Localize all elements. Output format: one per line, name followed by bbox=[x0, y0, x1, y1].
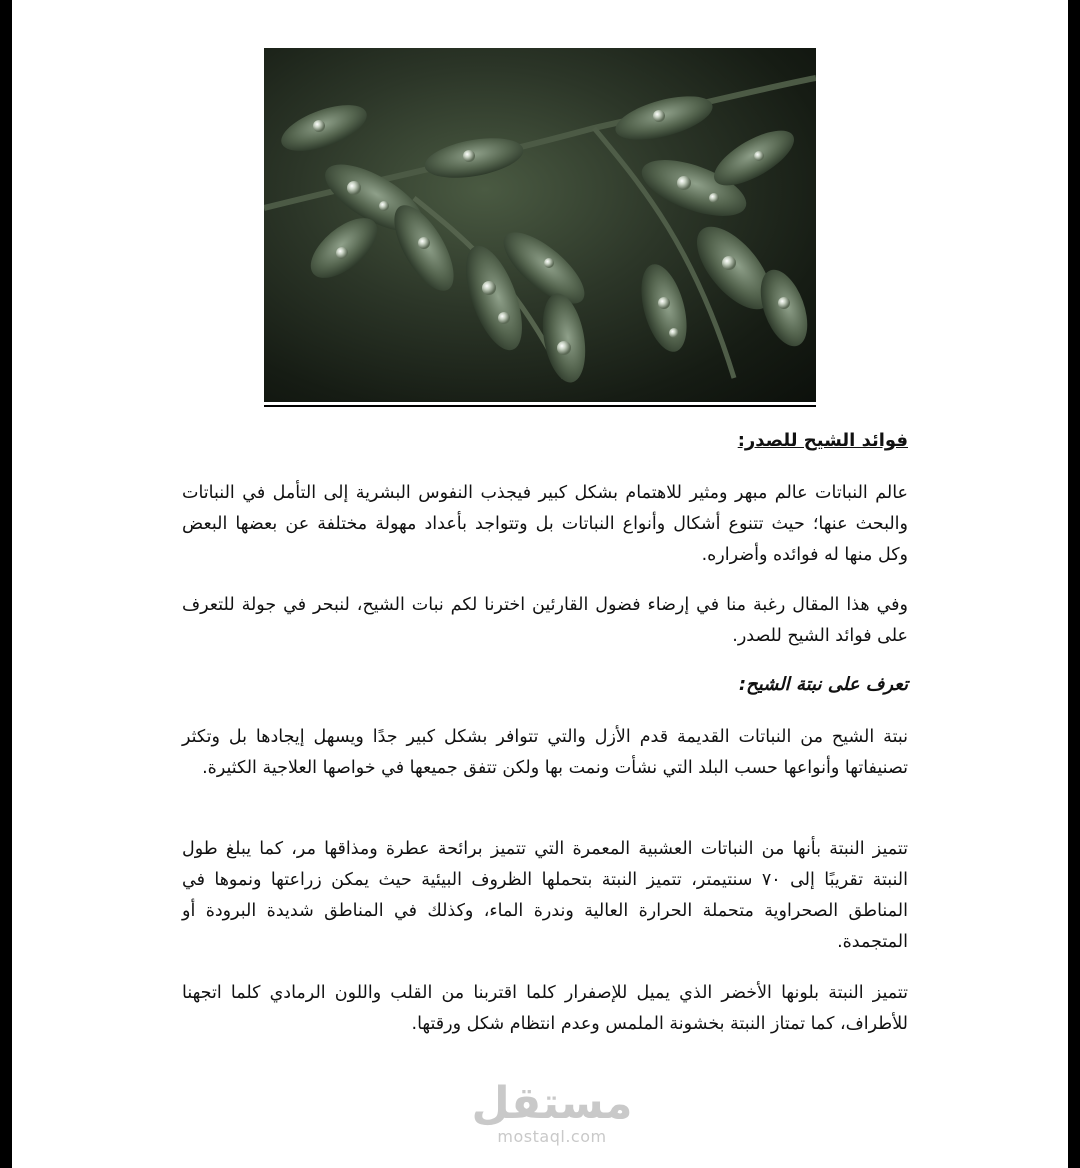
wormwood-leaves-illustration bbox=[264, 48, 816, 402]
paragraph-intro: عالم النباتات عالم مبهر ومثير للاهتمام بشكل كبير فيجذب النفوس البشرية إلى التأمل في النباتات والبحث عنها؛ حيث تتنوع أشكال وأنواع النباتات بل وتتواجد بأعداد مهولة مختلفة عن بعضها البعض وكل منها له فوائده وأضراره. bbox=[182, 483, 908, 565]
paragraph-plant-traits: تتميز النبتة بأنها من النباتات العشبية المعمرة التي تتميز برائحة عطرة ومذاقها مر، كما يبلغ طول النبتة تقريبًا إلى ٧٠ سنتيمتر، تتميز النبتة بتحملها الظروف البيئية حيث يمكن زراعتها ونموها في المناطق الصحراوية متحملة الحرارة العالية وندرة الماء، وكذلك في المناطق شديدة البرودة أو المتجمدة. bbox=[182, 839, 908, 952]
document-page bbox=[12, 0, 1068, 1168]
section-title-about-plant: تعرف على نبتة الشيح: bbox=[738, 674, 908, 695]
paragraph-plant-origin: نبتة الشيح من النباتات القديمة قدم الأزل والتي تتوافر بشكل كبير جدًا ويسهل إيجادها بل وتكثر تصنيفاتها وأنواعها حسب البلد التي نشأت ونمت بها ولكن تتفق جميعها في خواصها العلاجية الكثيرة. bbox=[182, 727, 908, 778]
paragraph-plant-color: تتميز النبتة بلونها الأخضر الذي يميل للإصفرار كلما اقتربنا من القلب واللون الرمادي كلما اتجهنا للأطراف، كما تمتاز النبتة بخشونة الملمس وعدم انتظام شكل ورقتها. bbox=[182, 983, 908, 1034]
watermark-logo-arabic: مستقل bbox=[471, 1078, 633, 1129]
image-divider bbox=[264, 405, 816, 407]
paragraph-purpose: وفي هذا المقال رغبة منا في إرضاء فضول القارئين اخترنا لكم نبات الشيح، لنبحر في جولة للتعرف على فوائد الشيح للصدر. bbox=[182, 595, 908, 646]
mostaql-watermark bbox=[452, 1080, 652, 1146]
watermark-logo-url: mostaql.com bbox=[497, 1127, 607, 1146]
plant-photo bbox=[264, 48, 816, 402]
section-title-chest-benefits: فوائد الشيح للصدر: bbox=[737, 430, 908, 451]
